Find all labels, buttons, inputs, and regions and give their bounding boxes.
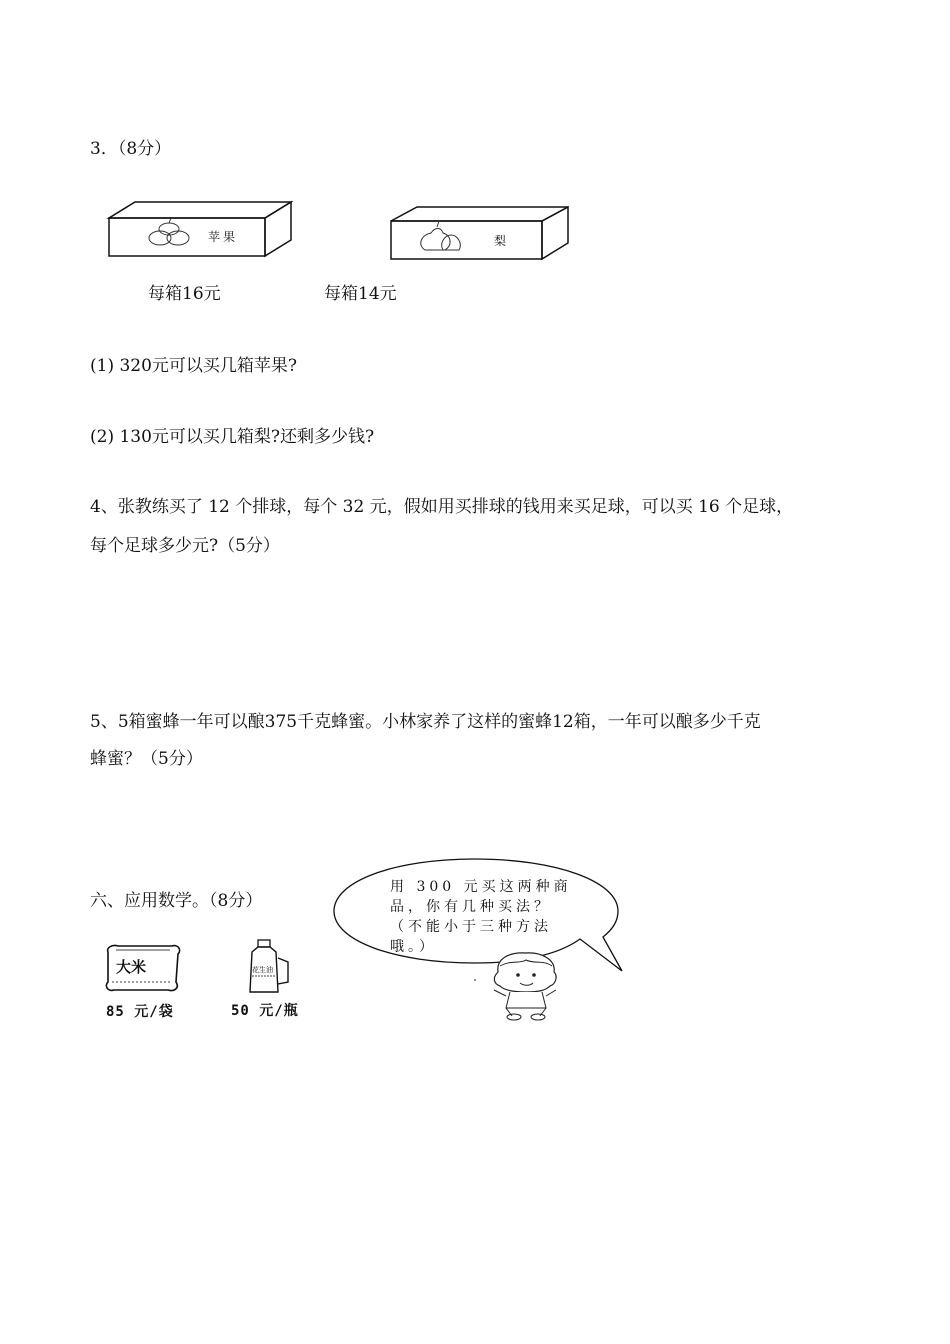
oil-price: 50 元/瓶	[231, 1003, 299, 1019]
bubble-line3: （不能小于三种方法	[390, 919, 552, 935]
rice-bag-icon	[102, 942, 184, 994]
q5-line2: 蜂蜜？（5分）	[90, 749, 203, 769]
bubble-line1: 用 300 元买这两种商	[390, 879, 572, 895]
apple-box-icon	[105, 200, 295, 260]
q5-line1: 5、5箱蜜蜂一年可以酿375千克蜂蜜。小林家养了这样的蜜蜂12箱，一年可以酿多少千克	[90, 712, 761, 732]
q3-heading: 3．（8分）	[90, 139, 172, 159]
q6-heading: 六、应用数学。（8分）	[90, 891, 263, 911]
pear-box-label: 梨	[494, 234, 510, 248]
bubble-line2: 品，你有几种买法？	[390, 899, 552, 915]
oil-label: 花生油	[252, 966, 273, 974]
rice-price: 85 元/袋	[106, 1004, 174, 1020]
rice-label: 大米	[116, 958, 147, 976]
bubble-line4: 哦。）	[390, 939, 437, 955]
q3-sub2: (2) 130元可以买几箱梨?还剩多少钱?	[90, 427, 375, 447]
pear-price: 每箱14元	[324, 284, 397, 304]
oil-bottle-icon	[238, 938, 298, 996]
pear-box-icon	[387, 205, 572, 263]
girl-icon	[470, 950, 580, 1022]
apple-box-label: 苹果	[208, 230, 239, 244]
apple-price: 每箱16元	[148, 284, 221, 304]
q4-line1: 4、张教练买了 12 个排球，每个 32 元，假如用买排球的钱用来买足球，可以买 16 个足球，	[90, 497, 794, 517]
q4-line2: 每个足球多少元?（5分）	[90, 536, 280, 556]
q3-sub1: (1) 320元可以买几箱苹果?	[90, 356, 298, 376]
